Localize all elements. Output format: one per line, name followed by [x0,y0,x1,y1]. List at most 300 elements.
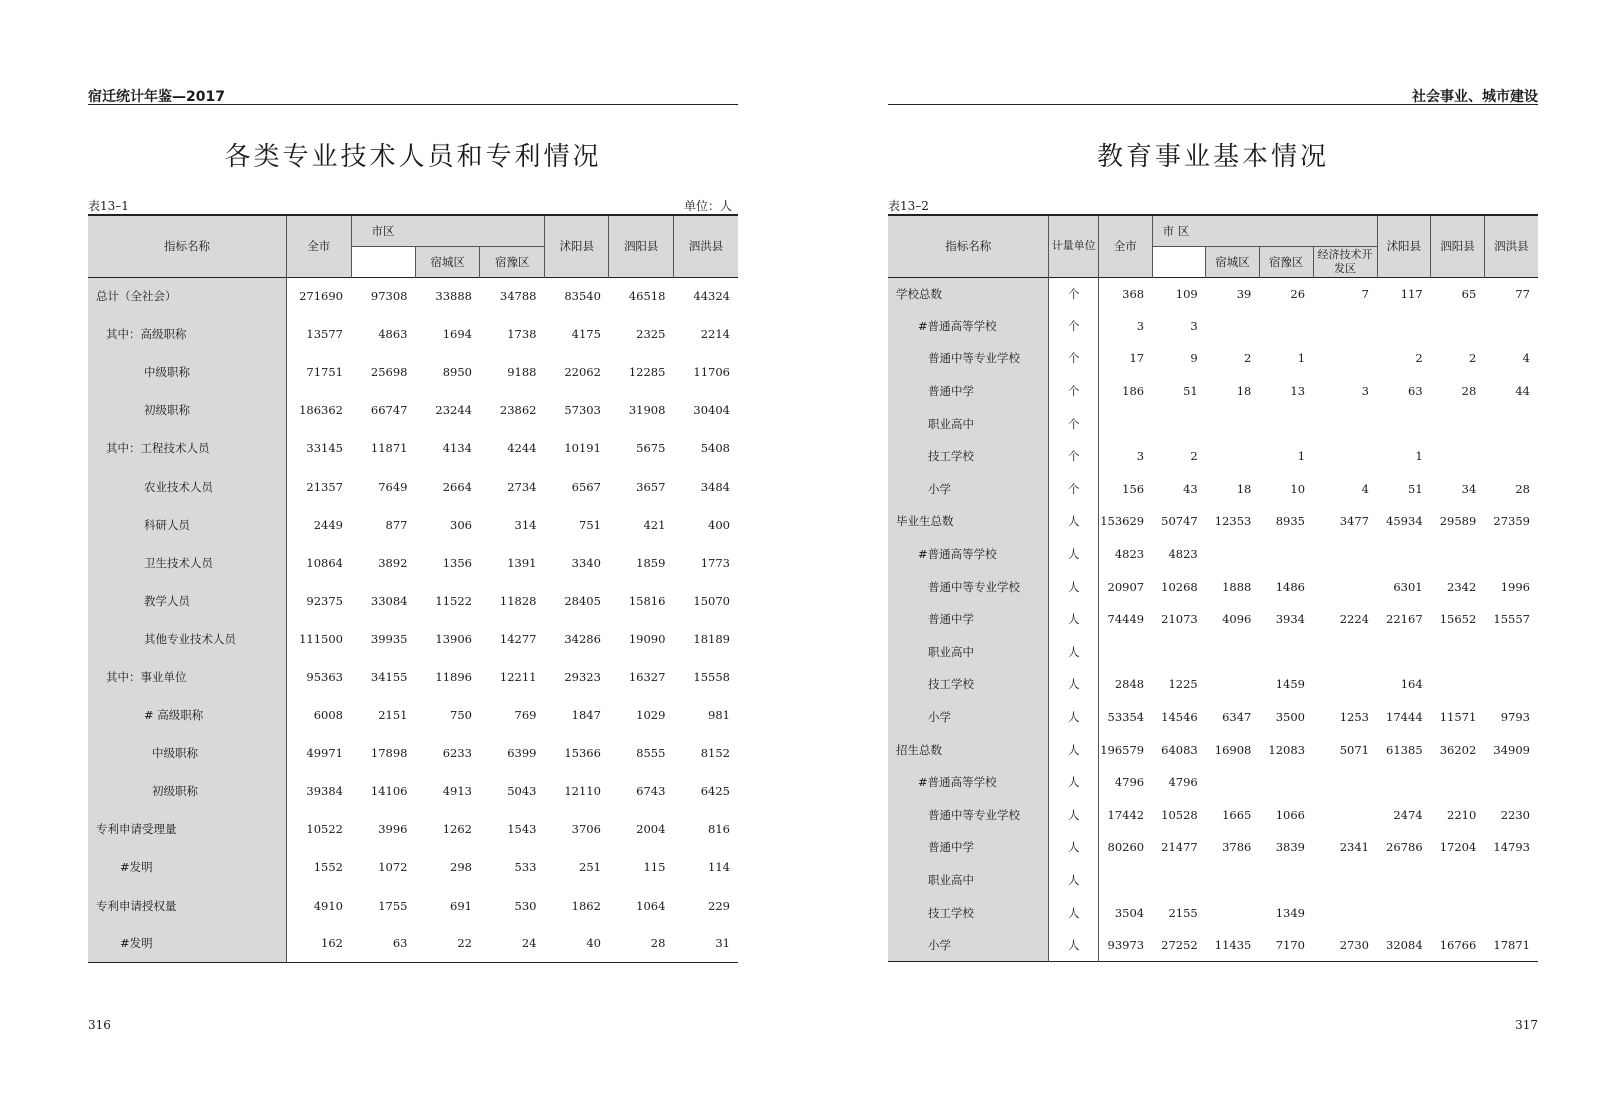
row-label: 招生总数 [888,733,1049,766]
table-cell: 2341 [1339,840,1369,855]
table-cell [1377,407,1431,440]
row-label: #普通高等学校 [888,310,1049,343]
table-cell: 11828 [499,593,537,608]
table-cell: 115 [643,860,666,875]
table-row [888,538,1538,571]
row-label: 总计（全社会） [88,277,287,315]
table-cell [1152,407,1206,440]
row-label: 初级职称 [88,772,287,810]
table-cell: 3839 [1275,840,1306,855]
table-cell: 17204 [1439,840,1477,855]
row-label: 普通中等专业学校 [888,799,1049,832]
table-cell: 71751 [306,365,343,380]
table-cell: 20907 [1107,579,1145,594]
row-label: 职业高中 [888,864,1049,897]
table-cell: 6233 [442,746,472,761]
row-label: 职业高中 [888,636,1049,669]
table-cell: 74449 [1107,612,1145,627]
table-cell: 2155 [1168,905,1198,920]
table-cell: 2230 [1500,807,1530,822]
table-cell: 981 [708,708,730,723]
row-label: 中级职称 [88,734,287,772]
table-cell: 2449 [313,517,343,532]
table-cell: 18 [1236,481,1252,496]
row-label: 职业高中 [888,407,1049,440]
table-cell [1431,407,1485,440]
row-label: 普通中等专业学校 [888,342,1049,375]
table-cell: 3504 [1114,905,1145,920]
table-cell: 2214 [700,327,730,342]
table-cell: 83540 [564,289,601,304]
row-label: 其中：高级职称 [88,315,287,353]
header-total: 全市 [287,215,351,277]
table-cell: 3500 [1275,710,1306,725]
table-cell: 15557 [1493,612,1530,627]
table-cell: 6399 [507,746,537,761]
unit-cell: 人 [1049,799,1099,832]
table-cell: 1029 [636,708,666,723]
table-cell: 22062 [564,365,601,380]
unit-cell: 人 [1049,831,1099,864]
table-cell [1206,864,1260,897]
table-row [888,799,1538,832]
unit-cell: 个 [1049,440,1099,473]
education-table [888,214,1538,962]
table-cell: 12211 [499,669,537,684]
table-cell: 8555 [636,746,666,761]
table-row [88,429,738,467]
table-row [888,766,1538,799]
unit-cell: 个 [1049,375,1099,408]
table-cell: 6425 [700,784,730,799]
table-cell: 1 [1297,449,1306,464]
unit-cell: 个 [1049,407,1099,440]
row-label: 教学人员 [88,582,287,620]
table-cell: 1755 [378,898,408,913]
unit-cell: 人 [1049,766,1099,799]
unit-cell: 人 [1049,733,1099,766]
table-row [888,505,1538,538]
table-cell [1098,864,1152,897]
table-cell: 4 [1361,481,1369,496]
table-cell: 36202 [1439,742,1477,757]
table-row [888,310,1538,343]
table-cell [1484,668,1538,701]
table-cell: 14793 [1493,840,1530,855]
table-cell: 421 [643,517,666,532]
table-cell: 15652 [1439,612,1477,627]
table-cell: 3 [1190,318,1198,333]
table-cell: 14546 [1161,710,1198,725]
table-cell [1431,440,1485,473]
table-cell: 5071 [1339,742,1369,757]
table-cell: 21477 [1161,840,1198,855]
table-cell: 2730 [1339,937,1369,952]
edu-header-sihong: 泗洪县 [1484,215,1538,277]
header-shuyang: 沭阳县 [544,215,608,277]
table-cell: 93973 [1107,937,1145,952]
table-cell [1484,407,1538,440]
table-cell: 11871 [370,441,408,456]
row-label: 技工学校 [888,440,1049,473]
table-cell: 3 [1136,449,1145,464]
table-cell [1377,310,1431,343]
table-cell [1206,766,1260,799]
left-running-head-text: 宿迁统计年鉴—2017 [88,89,225,105]
table-cell: 12110 [564,784,601,799]
unit-cell: 人 [1049,636,1099,669]
table-cell: 6743 [636,784,666,799]
table-row [888,375,1538,408]
table-cell: 28 [1515,481,1530,496]
table-cell: 14106 [370,784,408,799]
row-label: 科研人员 [88,506,287,544]
table-cell: 533 [514,860,537,875]
table-cell: 1066 [1275,807,1306,822]
right-running-head-text: 社会事业、城市建设 [1412,89,1538,105]
table-cell: 34286 [564,631,601,646]
table-cell: 3657 [636,479,666,494]
table-cell: 2325 [636,327,666,342]
header-sucheng: 宿城区 [415,246,479,277]
table-cell: 24 [521,936,537,951]
header-city: 市区 [351,215,544,246]
table-cell: 15070 [693,593,730,608]
table-cell: 66747 [370,403,408,418]
table-cell: 1847 [571,708,601,723]
right-table-title: 教育事业基本情况 [1096,142,1329,172]
unit-cell: 人 [1049,668,1099,701]
table-cell: 32084 [1386,937,1423,952]
table-cell: 9 [1190,351,1198,366]
table-cell: 28 [650,936,666,951]
table-cell: 3996 [378,822,408,837]
row-label: 中级职称 [88,353,287,391]
table-cell: 4134 [442,441,472,456]
table-cell: 1064 [636,898,666,913]
table-cell: 4910 [313,898,343,913]
table-cell: 186362 [299,403,343,418]
table-row [888,733,1538,766]
table-cell: 8152 [700,746,730,761]
table-cell: 31908 [628,403,666,418]
table-cell [1431,310,1485,343]
table-cell: 2224 [1339,612,1369,627]
table-cell [1098,407,1152,440]
table-cell: 11896 [435,669,472,684]
table-cell: 17 [1129,351,1145,366]
table-cell [1313,864,1377,897]
table-row [888,603,1538,636]
table-cell: 95363 [306,669,343,684]
table-cell: 10864 [306,555,343,570]
table-cell: 1694 [442,327,472,342]
row-label: 普通中学 [888,603,1049,636]
unit-cell: 个 [1049,473,1099,506]
table-cell: 22 [457,936,472,951]
table-cell: 7 [1361,286,1369,301]
table-cell: 1225 [1168,677,1198,692]
table-cell: 25698 [370,365,408,380]
table-cell [1377,538,1431,571]
table-cell: 1356 [442,555,472,570]
table-cell: 46518 [628,289,666,304]
table-row [888,668,1538,701]
table-row [888,407,1538,440]
unit-cell: 个 [1049,342,1099,375]
table-cell [1431,766,1485,799]
table-row [88,582,738,620]
table-cell: 34788 [499,289,537,304]
right-table-number: 表13–2 [888,199,929,213]
table-row [888,831,1538,864]
table-cell [1206,440,1260,473]
table-cell: 26786 [1386,840,1423,855]
row-label: 普通中学 [888,375,1049,408]
row-label: 专利申请受理量 [88,810,287,848]
table-cell: 92375 [306,593,343,608]
table-cell: 162 [321,936,343,951]
edu-header-total: 全市 [1098,215,1152,277]
table-cell [1206,407,1260,440]
table-row [888,570,1538,603]
table-cell: 21357 [306,479,343,494]
table-cell: 1888 [1222,579,1252,594]
row-label: 学校总数 [888,277,1049,310]
table-cell: 1072 [378,860,408,875]
row-label: #普通高等学校 [888,538,1049,571]
row-label: 其中：工程技术人员 [88,429,287,467]
table-cell: 2734 [507,479,537,494]
table-cell: 1862 [571,898,601,913]
table-cell: 10528 [1161,807,1198,822]
table-cell: 4823 [1168,547,1198,562]
table-cell: 13906 [435,631,472,646]
table-cell: 30404 [693,403,730,418]
row-label: 普通中等专业学校 [888,570,1049,603]
table-cell: 3484 [700,479,730,494]
table-cell: 2151 [378,708,408,723]
table-cell: 1262 [442,822,472,837]
table-cell [1259,636,1313,669]
table-cell: 33145 [306,441,343,456]
table-cell: 4863 [378,327,408,342]
table-cell [1313,636,1377,669]
table-cell: 251 [579,860,601,875]
table-cell [1259,766,1313,799]
table-cell: 44324 [693,289,730,304]
table-cell [1313,896,1377,929]
table-cell: 27359 [1493,514,1530,529]
table-cell [1431,538,1485,571]
table-cell [1259,310,1313,343]
table-cell: 16908 [1214,742,1252,757]
table-cell [1098,636,1152,669]
table-cell [1206,896,1260,929]
left-table-title: 各类专业技术人员和专利情况 [224,142,602,172]
unit-cell: 人 [1049,603,1099,636]
table-cell [1313,570,1377,603]
table-row [888,701,1538,734]
row-label: 技工学校 [888,668,1049,701]
table-row [888,896,1538,929]
table-cell: 109 [1175,286,1198,301]
table-cell: 13 [1290,384,1306,399]
table-cell: 29323 [564,669,601,684]
table-cell: 4 [1522,351,1530,366]
table-cell: 34155 [370,669,408,684]
table-cell [1313,538,1377,571]
table-cell: 314 [514,517,537,532]
table-cell: 1543 [507,822,537,837]
table-cell: 80260 [1107,840,1145,855]
table-row [888,277,1538,310]
left-table-unit: 单位：人 [683,199,732,213]
table-cell: 43 [1183,481,1198,496]
table-cell [1377,636,1431,669]
table-cell: 2848 [1114,677,1145,692]
table-cell [1484,766,1538,799]
table-cell: 1459 [1275,677,1306,692]
table-cell: 64083 [1161,742,1198,757]
table-row [888,440,1538,473]
table-cell: 3892 [378,555,408,570]
table-cell: 186 [1122,384,1145,399]
table-cell [1152,636,1206,669]
table-cell: 153629 [1100,514,1145,529]
unit-cell: 人 [1049,896,1099,929]
table-cell: 4823 [1114,547,1145,562]
table-cell: 13577 [306,327,343,342]
edu-header-suyu: 宿豫区 [1259,246,1313,277]
table-cell: 3 [1136,318,1145,333]
table-row [88,848,738,886]
table-cell: 1552 [313,860,343,875]
table-cell: 51 [1183,384,1198,399]
table-row [88,391,738,429]
table-cell: 14277 [499,631,537,646]
table-row [888,864,1538,897]
table-cell: 4796 [1114,775,1145,790]
table-cell: 77 [1515,286,1530,301]
table-cell: 57303 [564,403,601,418]
table-row [88,772,738,810]
table-cell: 816 [708,822,730,837]
row-label: 其他专业技术人员 [88,620,287,658]
table-cell: 23244 [435,403,472,418]
table-cell: 53354 [1107,710,1145,725]
table-cell: 156 [1122,481,1145,496]
table-row [88,658,738,696]
edu-header-shuyang: 沭阳县 [1377,215,1431,277]
table-cell: 271690 [299,289,343,304]
table-cell: 5043 [507,784,537,799]
unit-cell: 人 [1049,929,1099,962]
table-cell: 400 [708,517,730,532]
table-cell: 22167 [1386,612,1423,627]
table-cell: 17871 [1493,937,1530,952]
table-cell: 19090 [628,631,666,646]
table-cell: 8950 [442,365,472,380]
unit-cell: 人 [1049,538,1099,571]
table-cell: 1253 [1339,710,1369,725]
table-cell [1206,538,1260,571]
table-cell [1152,864,1206,897]
table-row [888,342,1538,375]
table-cell: 44 [1515,384,1530,399]
table-cell [1313,799,1377,832]
table-cell: 39935 [370,631,408,646]
table-cell: 2342 [1447,579,1477,594]
right-table-meta [888,197,1538,213]
unit-cell: 个 [1049,310,1099,343]
right-page [888,0,1538,1099]
table-cell: 10 [1290,481,1306,496]
table-cell [1377,896,1431,929]
table-cell: 10191 [564,441,601,456]
table-row [88,887,738,925]
table-row [88,506,738,544]
table-cell [1377,864,1431,897]
right-running-head [888,84,1538,105]
table-cell: 7170 [1275,937,1306,952]
table-cell [1484,864,1538,897]
table-row [888,636,1538,669]
table-cell: 4796 [1168,775,1198,790]
table-cell: 51 [1408,481,1423,496]
table-cell: 49971 [306,746,343,761]
table-cell: 12353 [1214,514,1252,529]
table-cell: 111500 [299,631,343,646]
table-cell [1313,407,1377,440]
table-row [88,353,738,391]
table-cell: 23862 [499,403,537,418]
table-cell: 1773 [700,555,730,570]
edu-header-city: 市 区 [1152,215,1377,246]
row-label: 卫生技术人员 [88,544,287,582]
table-cell: 8935 [1275,514,1306,529]
table-cell: 164 [1400,677,1423,692]
table-cell [1313,310,1377,343]
header-sihong: 泗洪县 [673,215,738,277]
table-cell [1313,766,1377,799]
table-cell: 368 [1122,286,1145,301]
table-cell: 34 [1461,481,1477,496]
edu-header-unit: 计量单位 [1049,215,1099,277]
table-cell: 11706 [693,365,730,380]
left-table-number: 表13–1 [88,199,129,213]
table-cell: 3934 [1275,612,1306,627]
table-row [88,810,738,848]
table-cell: 2 [1244,351,1252,366]
table-cell: 2 [1468,351,1477,366]
table-cell: 63 [1408,384,1423,399]
table-cell: 33888 [435,289,472,304]
table-cell: 10522 [306,822,343,837]
table-cell: 298 [450,860,472,875]
table-cell: 18 [1236,384,1252,399]
table-cell: 2664 [442,479,472,494]
table-cell: 2 [1190,449,1198,464]
table-cell [1206,636,1260,669]
table-row [88,467,738,505]
table-cell: 4913 [442,784,472,799]
table-cell [1431,864,1485,897]
table-row [88,315,738,353]
table-cell: 1349 [1275,905,1306,920]
professional-staff-table [88,214,738,963]
table-cell: 530 [514,898,537,913]
